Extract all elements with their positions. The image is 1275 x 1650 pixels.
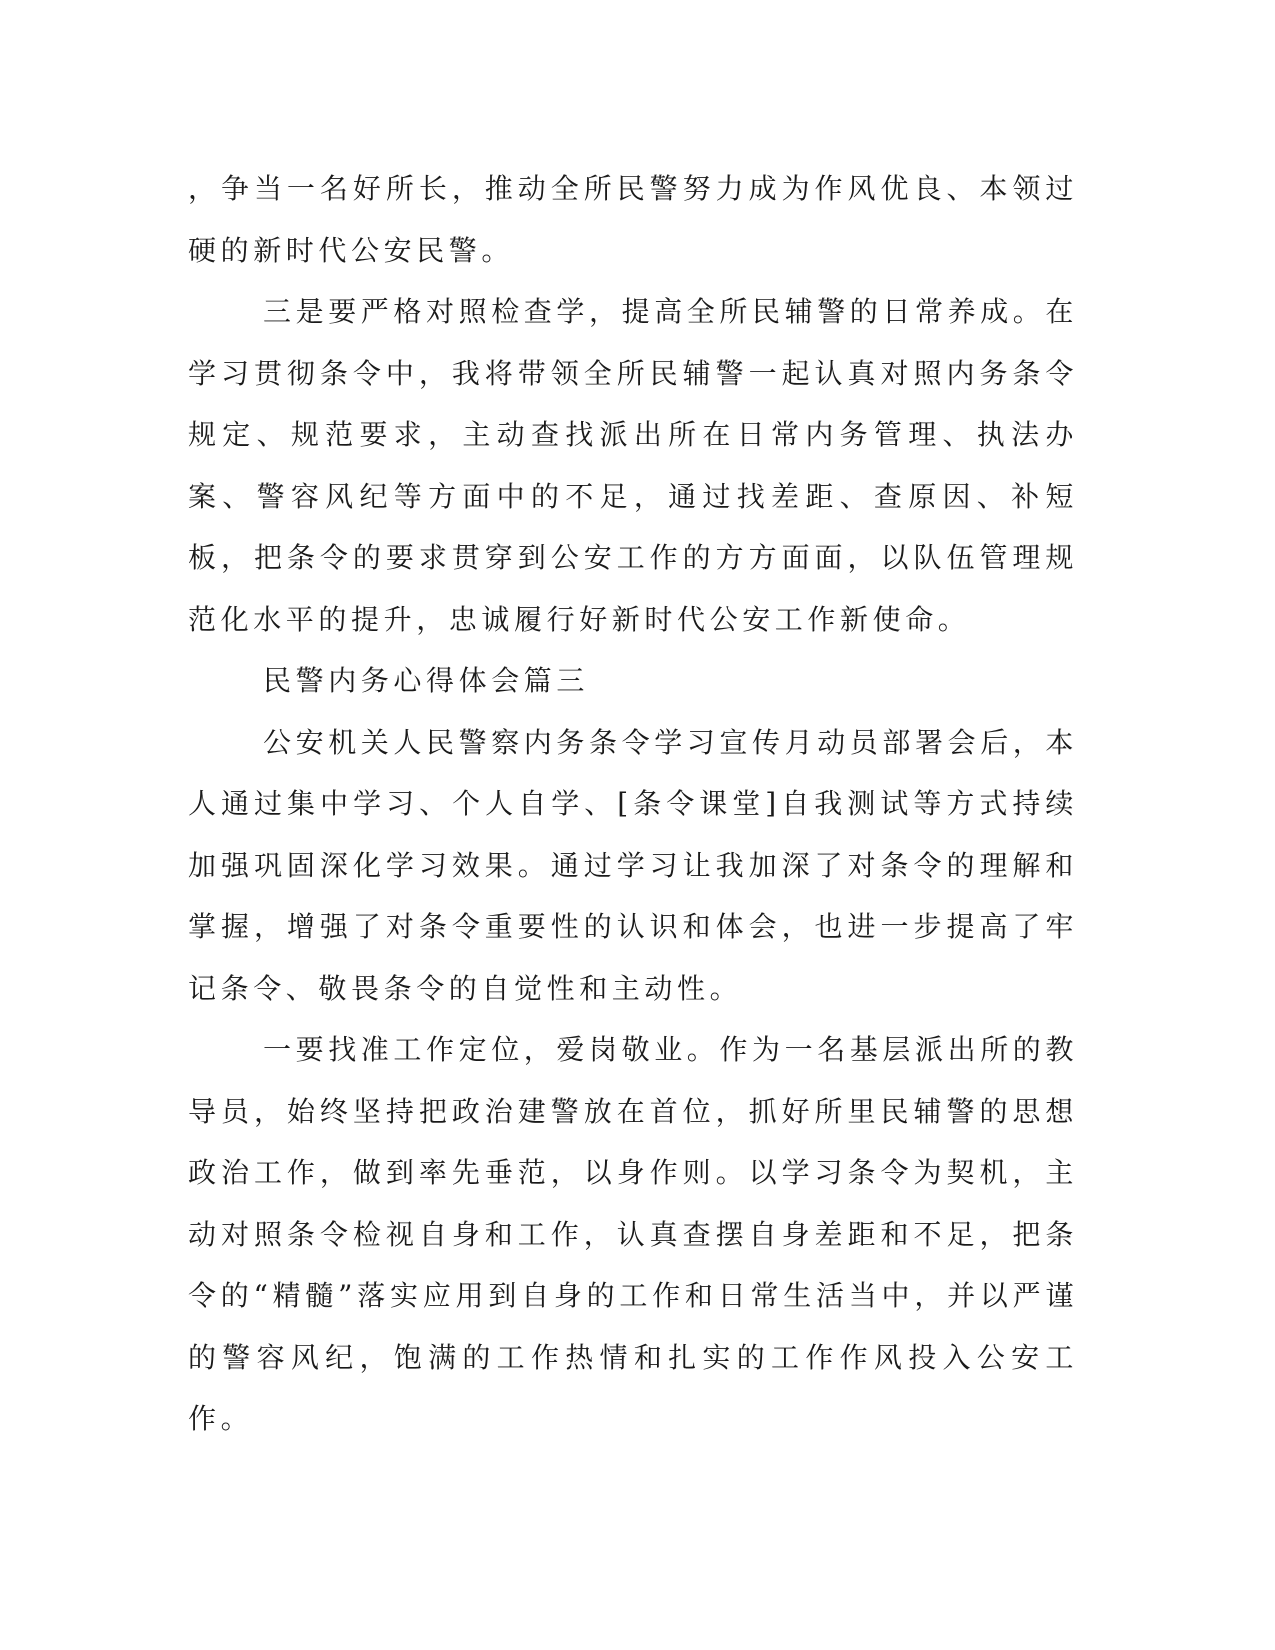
document-body xyxy=(188,158,1078,1450)
paragraph-continuation: ，争当一名好所长，推动全所民警努力成为作风优良、本领过硬的新时代公安民警。 xyxy=(188,172,1078,267)
section-heading: 民警内务心得体会篇三 xyxy=(263,664,590,697)
paragraph-third-point: 三是要严格对照检查学，提高全所民辅警的日常养成。在学习贯彻条令中，我将带领全所民辅警一起认真对照内务条令规定、规范要求，主动查找派出所在日常内务管理、执法办案、警容风纪等方面中的不足，通过找差距、查原因、补短板，把条令的要求贯穿到公安工作的方方面面，以队伍管理规范化水平的提升，忠诚履行好新时代公安工作新使命。 xyxy=(188,295,1079,636)
paragraph-intro: 公安机关人民警察内务条令学习宣传月动员部署会后，本人通过集中学习、个人自学、[条令课堂]自我测试等方式持续加强巩固深化学习效果。通过学习让我加深了对条令的理解和掌握，增强了对条令重要性的认识和体会，也进一步提高了牢记条令、敬畏条令的自觉性和主动性。 xyxy=(188,725,1079,1005)
paragraph-first-point: 一要找准工作定位，爱岗敬业。作为一名基层派出所的教导员，始终坚持把政治建警放在首位，抓好所里民辅警的思想政治工作，做到率先垂范，以身作则。以学习条令为契机，主动对照条令检视自身和工作，认真查摆自身差距和不足，把条令的“精髓”落实应用到自身的工作和日常生活当中，并以严谨的警容风纪，饱满的工作热情和扎实的工作作风投入公安工作。 xyxy=(188,1033,1079,1435)
